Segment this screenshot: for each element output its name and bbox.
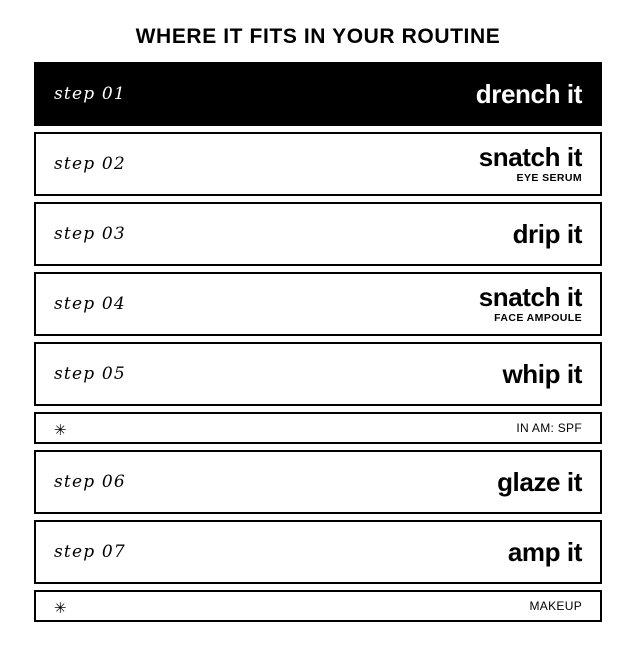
product-name: drip it <box>512 218 582 249</box>
product-name: whip it <box>502 358 582 389</box>
step-number-label: step 02 <box>54 154 126 174</box>
product-subtitle: FACE AMPOULE <box>494 312 582 325</box>
note-label: IN AM: SPF <box>516 421 582 435</box>
routine-row-step-02[interactable] <box>34 132 602 196</box>
product-block <box>478 141 582 185</box>
step-number-label: step 07 <box>54 542 126 562</box>
asterisk-icon: ✳ <box>54 421 67 439</box>
routine-row-note-spf[interactable] <box>34 412 602 444</box>
product-block <box>507 536 582 567</box>
product-name: amp it <box>507 536 582 567</box>
product-block <box>475 78 582 109</box>
product-name: snatch it <box>478 141 582 172</box>
product-block <box>512 218 582 249</box>
product-block <box>478 281 582 325</box>
step-number-label: step 04 <box>54 294 126 314</box>
step-number-label: step 06 <box>54 472 126 492</box>
asterisk-icon: ✳ <box>54 599 67 617</box>
routine-row-step-01[interactable] <box>34 62 602 126</box>
step-number-label: step 03 <box>54 224 126 244</box>
routine-row-step-05[interactable] <box>34 342 602 406</box>
routine-row-step-07[interactable] <box>34 520 602 584</box>
step-number-label: step 05 <box>54 364 126 384</box>
product-subtitle: EYE SERUM <box>516 172 582 185</box>
product-block <box>502 358 582 389</box>
note-label: MAKEUP <box>529 599 582 613</box>
page-title: WHERE IT FITS IN YOUR ROUTINE <box>135 25 501 48</box>
product-name: snatch it <box>478 281 582 312</box>
product-name: glaze it <box>497 466 582 497</box>
routine-step-list <box>34 62 602 622</box>
product-block <box>497 466 582 497</box>
routine-row-note-makeup[interactable] <box>34 590 602 622</box>
product-name: drench it <box>475 78 582 109</box>
routine-row-step-06[interactable] <box>34 450 602 514</box>
routine-row-step-03[interactable] <box>34 202 602 266</box>
step-number-label: step 01 <box>54 84 126 104</box>
routine-row-step-04[interactable] <box>34 272 602 336</box>
